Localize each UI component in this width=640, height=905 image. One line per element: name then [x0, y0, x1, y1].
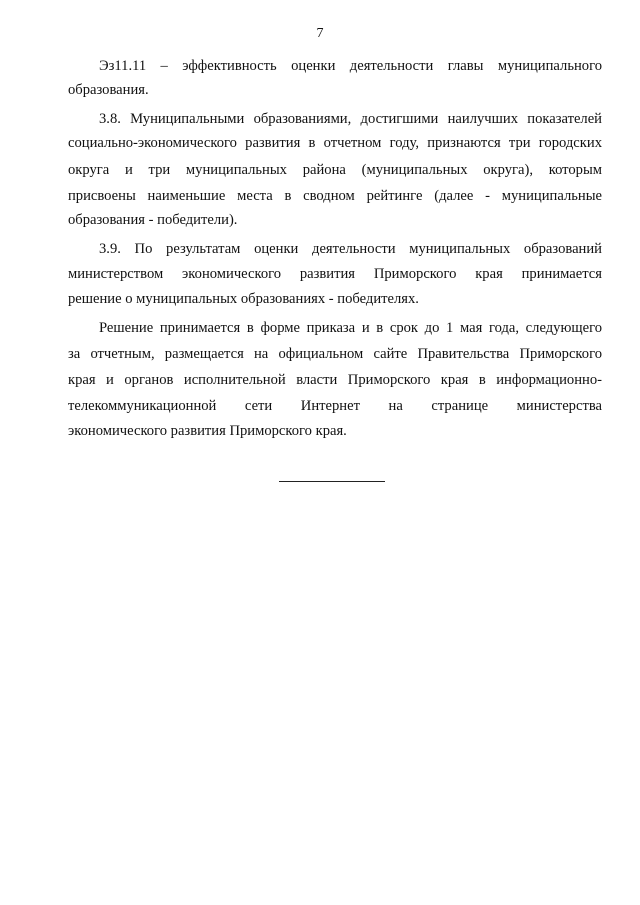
text-line: присвоены наименьшие места в сводном рейтинге (далее - муниципальные [68, 188, 602, 204]
page-number: 7 [316, 26, 324, 41]
text-line: 3.9. По результатам оценки деятельности муниципальных образований [99, 241, 602, 257]
text-line: образования - победители). [68, 212, 238, 228]
text-line: округа и три муниципальных района (муниципальных округа), которым [68, 162, 602, 178]
text-line: телекоммуникационной сети Интернет на странице министерства [68, 398, 602, 414]
text-line: социально-экономического развития в отчетном году, признаются три городских [68, 135, 602, 151]
text-line: Эз11.11 – эффективность оценки деятельности главы муниципального [99, 58, 602, 74]
text-line: Решение принимается в форме приказа и в срок до 1 мая года, следующего [99, 320, 602, 336]
text-line: экономического развития Приморского края. [68, 423, 347, 439]
text-line: 3.8. Муниципальными образованиями, достигшими наилучших показателей [99, 111, 602, 127]
text-line: за отчетным, размещается на официальном сайте Правительства Приморского [68, 346, 602, 362]
text-line: министерством экономического развития Приморского края принимается [68, 266, 602, 282]
text-line: края и органов исполнительной власти Приморского края в информационно- [68, 372, 602, 388]
text-line: решение о муниципальных образованиях - победителях. [68, 291, 419, 307]
closing-rule [279, 481, 385, 482]
text-line: образования. [68, 82, 149, 98]
